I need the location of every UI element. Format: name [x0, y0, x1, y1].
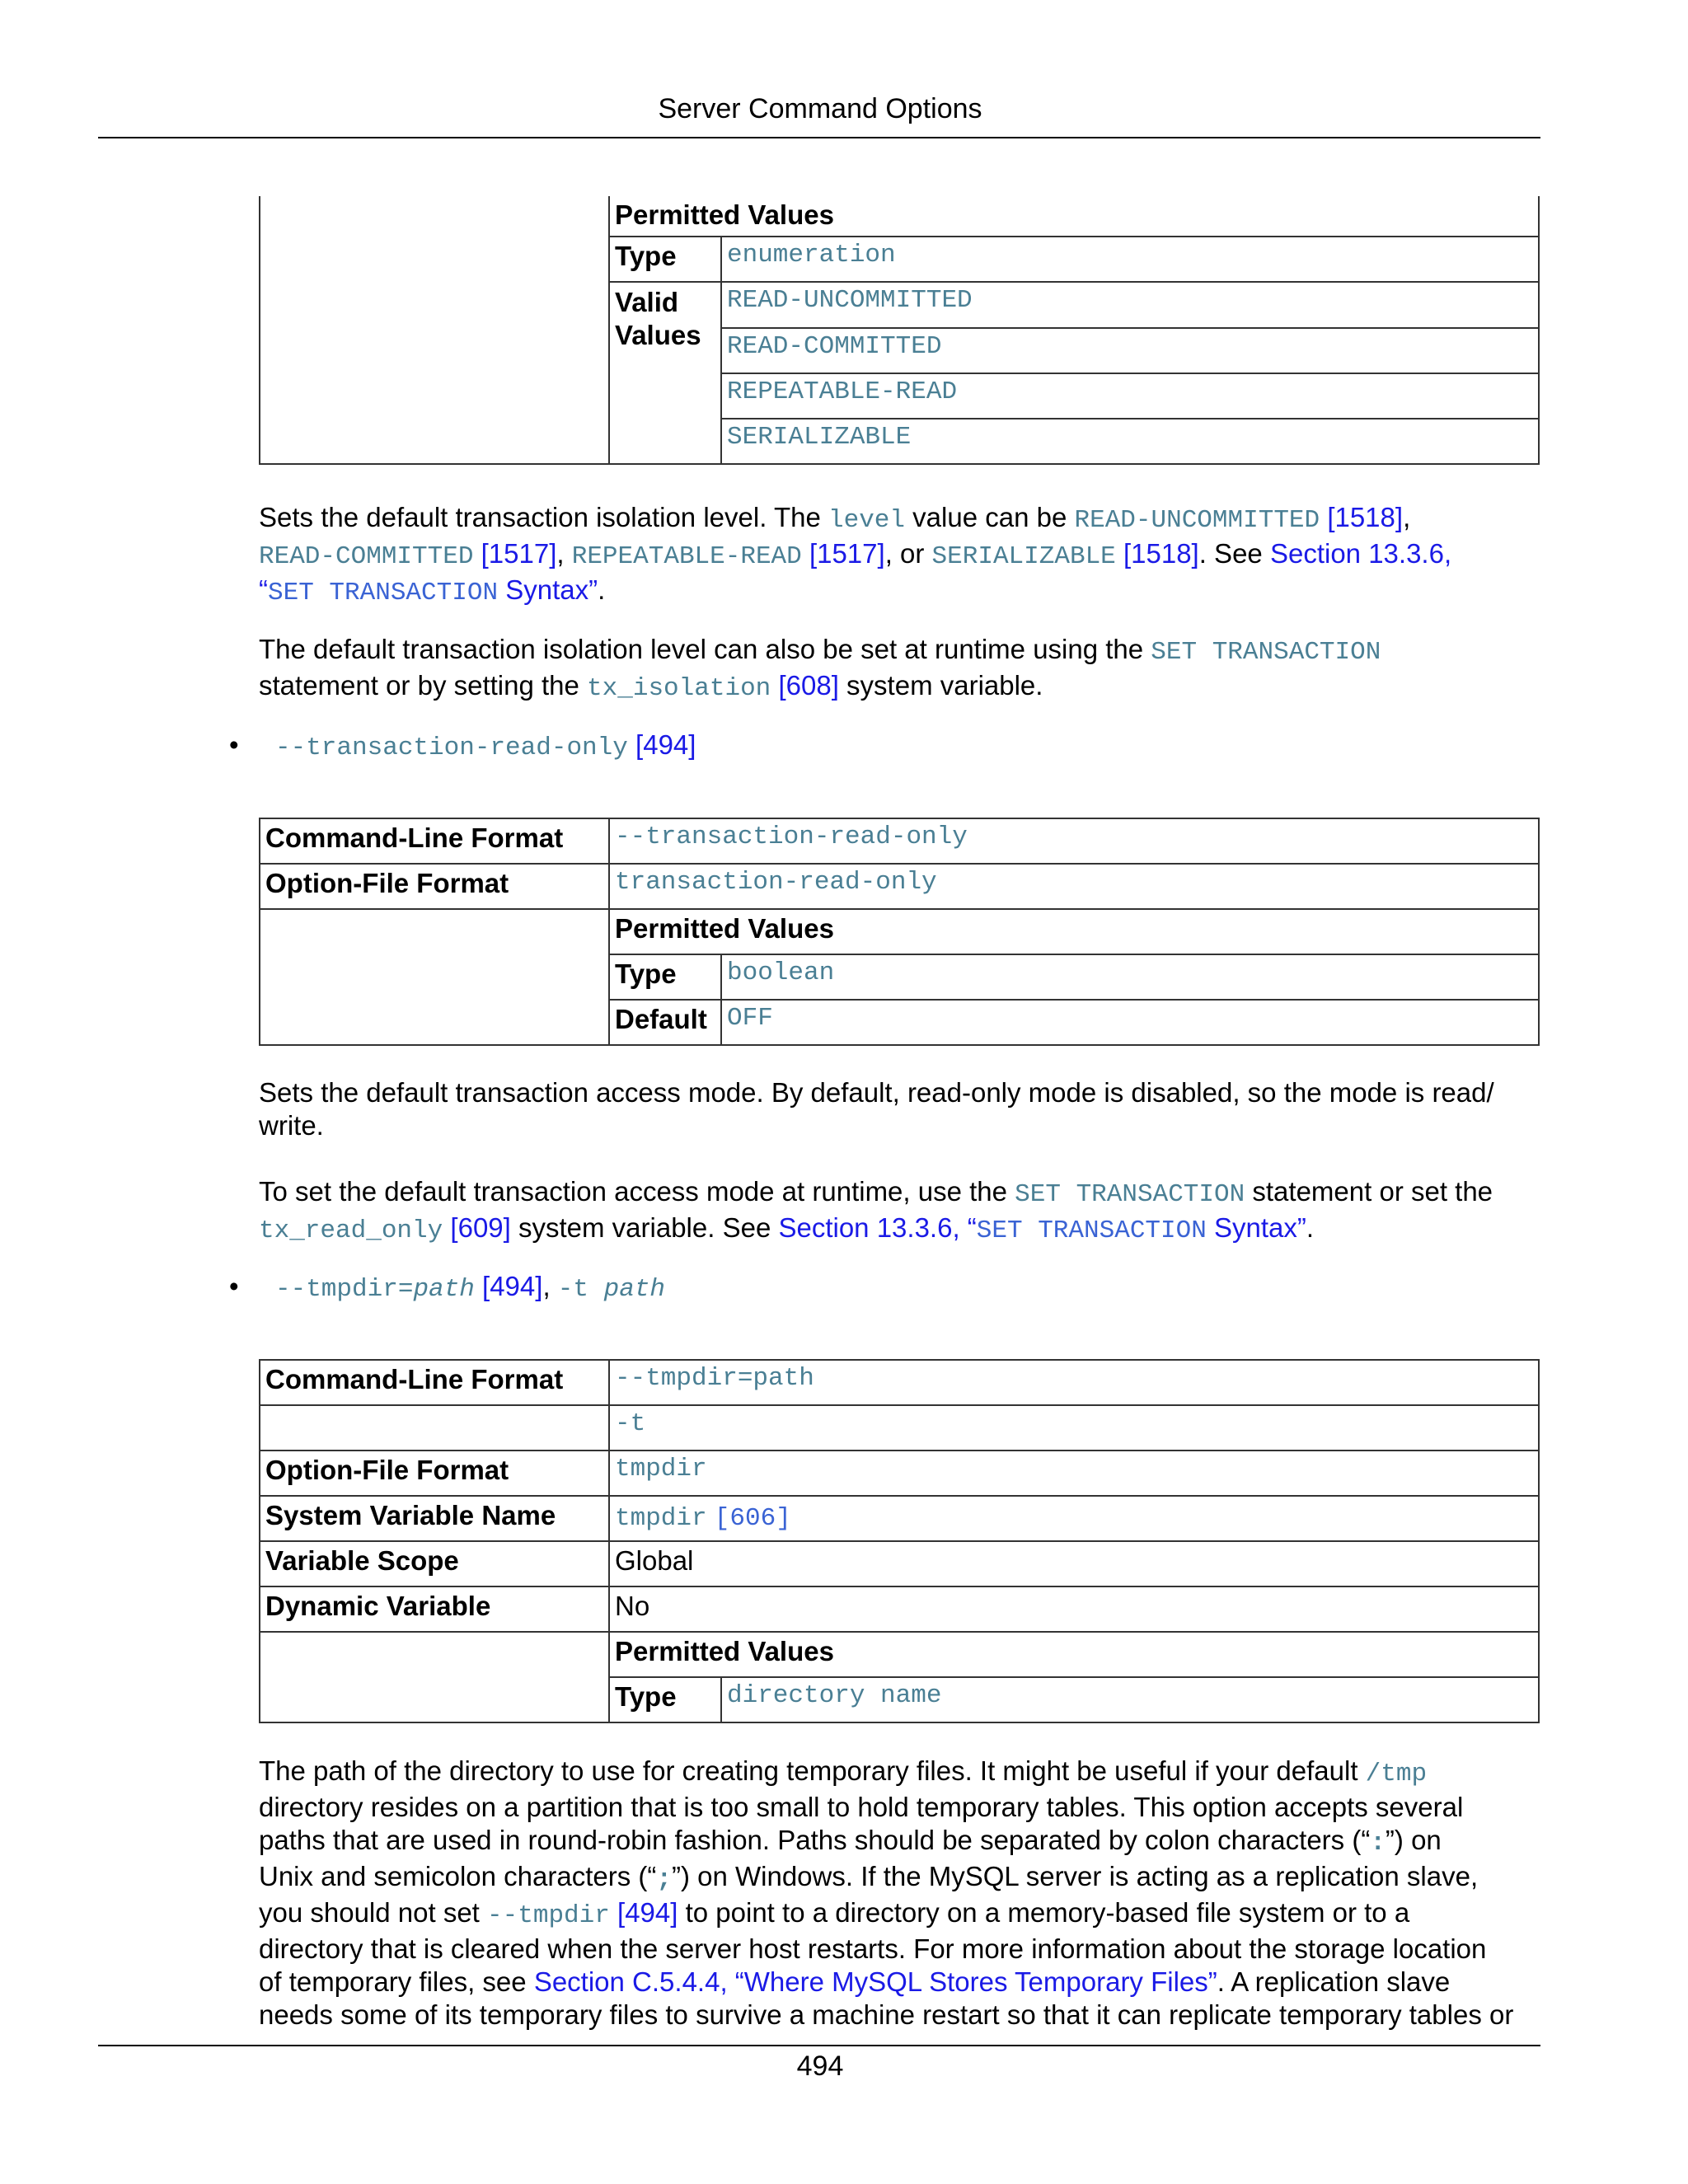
type-label: Type: [610, 955, 721, 999]
header-rule: [98, 137, 1540, 138]
valid-value: REPEATABLE-READ: [721, 373, 1538, 419]
scope-value: Global: [609, 1541, 1539, 1586]
read-only-option-heading: [275, 729, 696, 765]
ref-link[interactable]: [609]: [450, 1212, 511, 1243]
isolation-description: [259, 501, 1545, 610]
code-option: --tmpdir: [487, 1901, 610, 1930]
text: Unix and semicolon characters (“: [259, 1861, 657, 1891]
valid-values-label: Valid Values: [610, 283, 721, 463]
type-value: directory name: [727, 1681, 942, 1710]
tmpdir-option-heading: [275, 1270, 665, 1306]
bullet-marker: •: [229, 729, 239, 760]
ref-link[interactable]: [494]: [617, 1897, 678, 1928]
code-value: SERIALIZABLE: [931, 542, 1116, 571]
cmd-format-value: --tmpdir=path: [609, 1360, 1539, 1405]
default-label: Default: [610, 1001, 721, 1044]
permitted-values-label: Permitted Values: [609, 1632, 1539, 1677]
sysvar-value: tmpdir: [615, 1504, 707, 1533]
code-variable: tx_isolation: [587, 674, 771, 703]
default-value: OFF: [727, 1004, 773, 1033]
scope-label: Variable Scope: [260, 1541, 609, 1586]
option-file-label: Option-File Format: [260, 864, 609, 909]
text: write.: [259, 1110, 324, 1141]
option-name: --transaction-read-only: [275, 733, 628, 762]
text: The path of the directory to use for creating temporary files. It might be useful if your default: [259, 1755, 1366, 1786]
text: .: [1306, 1212, 1315, 1243]
read-only-options-table: [259, 818, 1540, 1046]
option-arg: path: [603, 1275, 666, 1304]
ref-link[interactable]: [1517]: [809, 538, 885, 569]
permitted-values-label: Permitted Values: [609, 196, 1539, 237]
read-only-runtime-paragraph: [259, 1175, 1545, 1248]
ref-link[interactable]: [1518]: [1123, 538, 1199, 569]
text: . A replication slave: [1217, 1966, 1451, 1997]
ref-link[interactable]: [494]: [635, 729, 696, 760]
dynamic-value: No: [609, 1586, 1539, 1632]
valid-value: READ-COMMITTED: [721, 328, 1538, 373]
code-level: level: [828, 506, 905, 535]
type-value: enumeration: [727, 241, 896, 269]
text: statement or by setting the: [259, 670, 588, 701]
option-file-value: tmpdir: [609, 1451, 1539, 1496]
cmd-format-value: -t: [609, 1405, 1539, 1451]
text: system variable. See: [510, 1212, 779, 1243]
section-link[interactable]: Syntax”: [498, 574, 598, 605]
section-link[interactable]: Section 13.3.6, “: [778, 1212, 977, 1243]
tmpdir-options-table: [259, 1359, 1540, 1723]
text: , or: [884, 538, 932, 569]
cmd-format-value: --transaction-read-only: [609, 818, 1539, 864]
section-link[interactable]: Section 13.3.6,: [1269, 538, 1452, 569]
empty-cell: [260, 196, 609, 464]
text: directory resides on a partition that is too small to hold temporary tables. This option accepts several: [259, 1792, 1464, 1822]
text: ,: [1403, 502, 1411, 532]
ref-link[interactable]: [494]: [482, 1271, 543, 1301]
option-short: -t: [557, 1275, 604, 1304]
section-link[interactable]: Section C.5.4.4, “Where MySQL Stores Temporary Files”: [533, 1966, 1217, 1997]
ref-link[interactable]: [1517]: [481, 538, 557, 569]
text: . See: [1198, 538, 1270, 569]
type-label: Type: [610, 237, 721, 281]
text: ,: [556, 538, 572, 569]
page-header: Server Command Options: [658, 93, 982, 124]
valid-value: READ-UNCOMMITTED: [727, 286, 973, 315]
text: to point to a directory on a memory-based file system or to a: [678, 1897, 1410, 1928]
empty-cell: [260, 1405, 609, 1451]
text: value can be: [905, 502, 1075, 532]
code-semicolon: ;: [656, 1865, 672, 1894]
section-link[interactable]: “: [259, 574, 268, 605]
section-link[interactable]: Syntax”: [1206, 1212, 1306, 1243]
code-variable: tx_read_only: [259, 1216, 443, 1245]
code-set-transaction: SET TRANSACTION: [1151, 638, 1381, 667]
text: Sets the default transaction access mode. By default, read-only mode is disabled, so the mode is read/: [259, 1077, 1494, 1108]
text: paths that are used in round-robin fashion. Paths should be separated by colon characters (“: [259, 1825, 1371, 1855]
text: directory that is cleared when the server host restarts. For more information about the storage location: [259, 1933, 1487, 1964]
ref-link[interactable]: [1518]: [1327, 502, 1404, 532]
read-only-description: [259, 1076, 1545, 1142]
empty-cell: [260, 1632, 609, 1722]
code-value: READ-UNCOMMITTED: [1074, 506, 1320, 535]
ref-link[interactable]: [608]: [778, 670, 839, 701]
cmd-format-label: Command-Line Format: [260, 1360, 609, 1405]
section-link-code[interactable]: SET TRANSACTION: [268, 579, 499, 607]
code-value: REPEATABLE-READ: [571, 542, 802, 571]
ref-link[interactable]: [606]: [714, 1504, 791, 1533]
option-name: --tmpdir=: [275, 1275, 414, 1304]
permitted-values-label: Permitted Values: [609, 909, 1539, 954]
code-colon: :: [1370, 1829, 1386, 1858]
page-number: 494: [796, 2050, 844, 2082]
sysvar-cell: [609, 1496, 1539, 1541]
cmd-format-label: Command-Line Format: [260, 818, 609, 864]
bullet-marker: •: [229, 1271, 239, 1301]
dynamic-label: Dynamic Variable: [260, 1586, 609, 1632]
isolation-runtime-paragraph: [259, 633, 1545, 705]
option-file-value: transaction-read-only: [609, 864, 1539, 909]
text: To set the default transaction access mode at runtime, use the: [259, 1176, 1015, 1207]
text: ,: [542, 1271, 558, 1301]
text: ”) on Windows. If the MySQL server is acting as a replication slave,: [671, 1861, 1479, 1891]
section-link-code[interactable]: SET TRANSACTION: [976, 1216, 1207, 1245]
valid-value: SERIALIZABLE: [721, 419, 1538, 463]
footer-rule: [98, 2045, 1540, 2046]
text: of temporary files, see: [259, 1966, 534, 1997]
text: needs some of its temporary files to survive a machine restart so that it can replicate temporary tables or: [259, 1999, 1514, 2030]
text: system variable.: [838, 670, 1043, 701]
empty-cell: [260, 909, 609, 1045]
sysvar-label: System Variable Name: [260, 1496, 609, 1541]
text: The default transaction isolation level can also be set at runtime using the: [259, 634, 1151, 664]
text: ”) on: [1385, 1825, 1442, 1855]
text: you should not set: [259, 1897, 488, 1928]
text: Sets the default transaction isolation level. The: [259, 502, 828, 532]
option-arg: path: [413, 1275, 475, 1304]
code-path: /tmp: [1365, 1760, 1428, 1788]
code-set-transaction: SET TRANSACTION: [1015, 1180, 1245, 1209]
text: .: [598, 574, 606, 605]
type-value: boolean: [727, 958, 835, 987]
option-file-label: Option-File Format: [260, 1451, 609, 1496]
code-value: READ-COMMITTED: [259, 542, 474, 571]
isolation-permitted-values-table: [259, 196, 1540, 465]
type-label: Type: [610, 1678, 721, 1722]
text: statement or set the: [1245, 1176, 1493, 1207]
tmpdir-description: [259, 1755, 1545, 2032]
